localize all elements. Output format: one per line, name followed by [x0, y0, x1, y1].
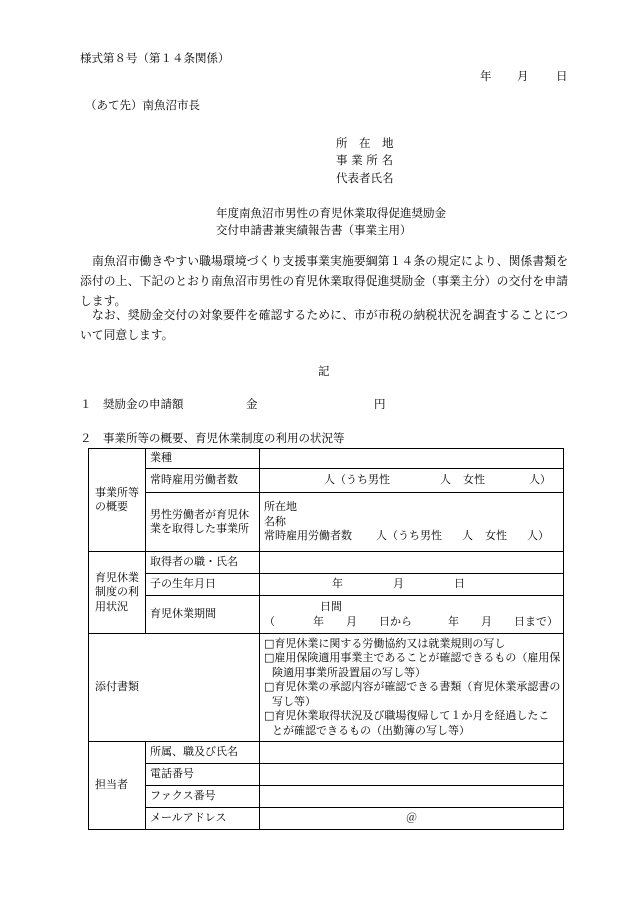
child-birth-label: 子の生年月日	[146, 574, 260, 596]
phone-field[interactable]	[260, 764, 564, 786]
leave-office-field[interactable]: 所在地 名称 常時雇用労働者数 人（うち男性 人 女性 人）	[260, 493, 564, 552]
attachments-label: 添付書類	[89, 634, 260, 742]
industry-label: 業種	[146, 449, 260, 469]
leave-period-label: 育児休業期間	[146, 596, 260, 634]
taker-field[interactable]	[260, 552, 564, 574]
leave-period-field[interactable]: 日間 （ 年 月 日から 年 月 日まで）	[260, 596, 564, 634]
amount-yen: 円	[374, 397, 386, 411]
date-year: 年	[480, 69, 492, 83]
attach-check-2[interactable]: □雇用保険適用事業主であることが確認できるもの（雇用保	[264, 651, 561, 665]
contact-name-label: 所属、職及び氏名	[146, 742, 260, 764]
phone-label: 電話番号	[146, 764, 260, 786]
attach-check-1[interactable]: □育児休業に関する労働協約又は就業規則の写し	[264, 636, 506, 650]
addressee: （あて先）南魚沼市長	[85, 98, 200, 112]
attach-check-4[interactable]: □育児休業取得状況及び職場復帰して１か月を経過したこ	[264, 709, 550, 723]
attach-check-3[interactable]: □育児休業の承認内容が確認できる書類（育児休業承認書の	[264, 680, 561, 694]
regular-workers-label: 常時雇用労働者数	[146, 469, 260, 493]
ki-heading: 記	[318, 364, 330, 378]
title-line-1: 年度南魚沼市男性の育児休業取得促進奨励金	[216, 206, 446, 220]
application-table	[88, 448, 564, 830]
regular-workers-field[interactable]: 人（うち男性 人 女性 人）	[260, 469, 564, 493]
industry-field[interactable]	[260, 449, 564, 469]
email-label: メールアドレス	[146, 808, 260, 830]
section-2-label: ２ 事業所等の概要、育児休業制度の利用の状況等	[80, 431, 345, 445]
representative-label: 代表者氏名	[336, 171, 394, 185]
email-field[interactable]: ＠	[260, 808, 564, 830]
title-line-2: 交付申請書兼実績報告書（事業主用）	[216, 223, 412, 237]
location-label: 所 在 地	[336, 136, 394, 150]
body-paragraph-1: 南魚沼市働きやすい職場環境づくり支援事業実施要綱第１４条の規定により、関係書類を添付の上、下記のとおり南魚沼市男性の育児休業取得促進奨励金（事業主分）の交付を申請します。	[80, 254, 568, 308]
group-leave-usage: 育児休業 制度の利 用状況	[89, 552, 146, 634]
form-number: 様式第８号（第１４条関係）	[80, 51, 230, 65]
leave-office-label: 男性労働者が育児休 業を取得した事業所	[146, 493, 260, 552]
amount-kin: 金	[246, 397, 258, 411]
fax-field[interactable]	[260, 786, 564, 808]
attachments-checklist: □育児休業に関する労働協約又は就業規則の写し □雇用保険適用事業主であることが確認できるもの（雇用保 険適用事業所設置届の写し等） □育児休業の承認内容が確認できる書類（育児休業承認書の 写し等） □育児休業取得状況及び職場復帰して１か月を経過したこ とが確認できるもの（出勤簿の写し等）	[260, 634, 564, 742]
child-birth-field[interactable]: 年 月 日	[260, 574, 564, 596]
group-office-overview: 事業所等 の概要	[89, 449, 146, 552]
group-contact-person: 担当者	[89, 742, 146, 830]
office-name-label: 事 業 所 名	[336, 153, 393, 167]
section-1-label: １ 奨励金の申請額	[80, 397, 184, 411]
contact-name-field[interactable]	[260, 742, 564, 764]
body-paragraph-2: なお、奨励金交付の対象要件を確認するために、市が市税の納税状況を調査することについて同意します。	[80, 308, 568, 342]
date-month: 月	[517, 69, 529, 83]
fax-label: ファクス番号	[146, 786, 260, 808]
date-day: 日	[556, 69, 568, 83]
taker-label: 取得者の職・氏名	[146, 552, 260, 574]
